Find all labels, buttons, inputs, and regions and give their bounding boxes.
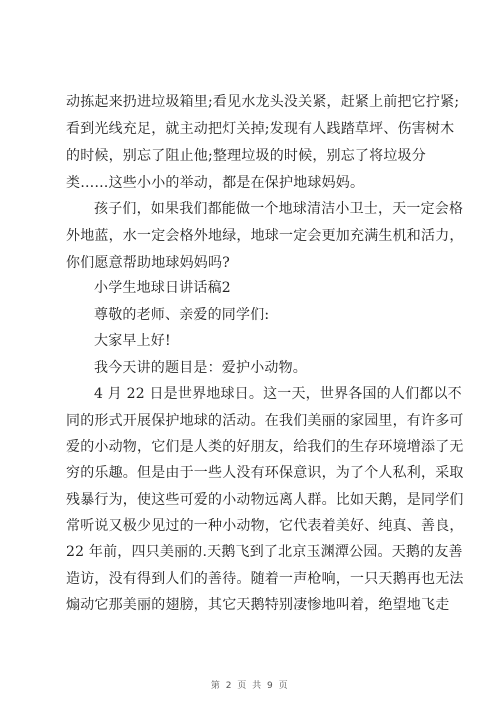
paragraph-line: 常听说又极少见过的一种小动物，它代表着美好、纯真、善良， bbox=[66, 518, 464, 534]
paragraph-line: 你们愿意帮助地球妈妈吗? bbox=[66, 255, 230, 271]
paragraph-line: 动拣起来扔进垃圾箱里;看见水龙头没关紧，赶紧上前把它拧紧; bbox=[66, 94, 460, 110]
paragraph-line: 同的形式开展保护地球的活动。在我们美丽的家园里，有许多可 bbox=[66, 413, 464, 429]
paragraph-line: 爱的小动物，它们是人类的好朋友，给我们的生存环境增添了无 bbox=[66, 439, 464, 455]
page-footer: 第 2 页 共 9 页 bbox=[210, 681, 290, 691]
paragraph-line: 造访，没有得到人们的善待。随着一声枪响，一只天鹅再也无法 bbox=[66, 571, 464, 587]
paragraph-line: 残暴行为，使这些可爱的小动物远离人群。比如天鹅，是同学们 bbox=[66, 492, 464, 508]
paragraph-line: 4 月 22 日是世界地球日。这一天，世界各国的人们都以不 bbox=[94, 386, 462, 402]
paragraph-line: 看到光线充足，就主动把灯关掉;发现有人践踏草坪、伤害树木 bbox=[66, 121, 455, 137]
topic-line: 我今天讲的题目是：爱护小动物。 bbox=[94, 360, 307, 376]
paragraph-line: 孩子们，如果我们都能做一个地球清洁小卫士，天一定会格 bbox=[94, 201, 464, 217]
greeting: 大家早上好! bbox=[94, 333, 171, 349]
salutation: 尊敬的老师、亲爱的同学们: bbox=[94, 307, 270, 323]
paragraph-line: 煽动它那美丽的翅膀，其它天鹅特别凄惨地叫着，绝望地飞走 bbox=[66, 597, 450, 613]
paragraph-line: 22 年前，四只美丽的.天鹅飞到了北京玉渊潭公园。天鹅的友善 bbox=[66, 544, 463, 560]
section-heading: 小学生地球日讲话稿2 bbox=[94, 280, 231, 296]
paragraph-line: 外地蓝，水一定会格外地绿，地球一定会更加充满生机和活力， bbox=[66, 228, 464, 244]
paragraph-line: 穷的乐趣。但是由于一些人没有环保意识，为了个人私利，采取 bbox=[66, 465, 464, 481]
paragraph-line: 的时候，别忘了阻止他;整理垃圾的时候，别忘了将垃圾分 bbox=[66, 148, 426, 164]
paragraph-line: 类……这些小小的举动，都是在保护地球妈妈。 bbox=[66, 175, 365, 191]
